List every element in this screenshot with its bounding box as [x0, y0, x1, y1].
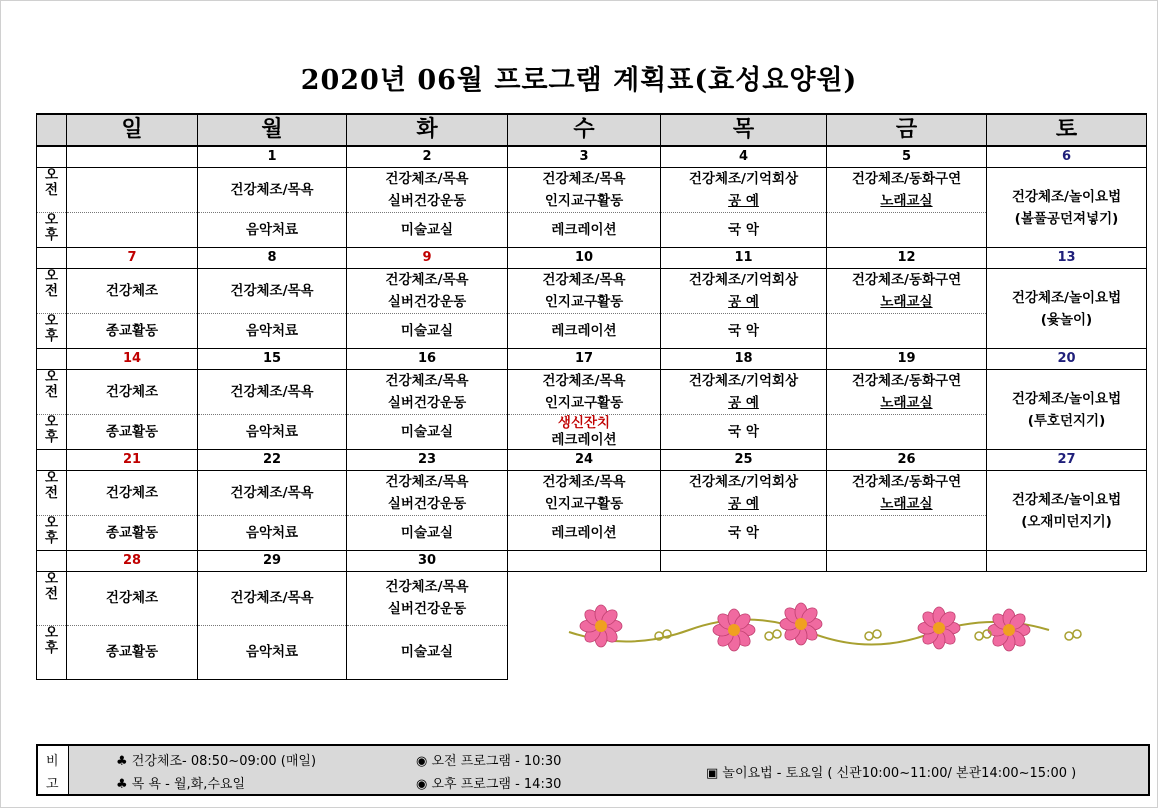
- flower-icon: [580, 605, 622, 647]
- am-program-text: 건강체조/목욕: [542, 474, 626, 490]
- am-program-text: 건강체조/목욕: [385, 474, 469, 490]
- date-spacer: [37, 450, 67, 471]
- am-label-2: 전: [44, 283, 59, 299]
- am-program-text: 인지교구활동: [544, 496, 624, 512]
- flower-decoration: [508, 572, 1147, 680]
- am-program-text: 실버건강운동: [387, 294, 467, 310]
- date-cell: 21: [67, 450, 198, 471]
- pm-program-text: 미술교실: [400, 424, 454, 440]
- pm-program-text: 미술교실: [400, 222, 454, 238]
- date-cell: [508, 551, 661, 572]
- pm-program-text: 미술교실: [400, 525, 454, 541]
- pm-program-text: 레크레이션: [551, 323, 617, 339]
- leaf-icon: [1065, 630, 1081, 640]
- remarks-exercise-time: ♣ 건강체조- 08:50~09:00 (매일): [116, 754, 317, 769]
- date-spacer: [37, 248, 67, 269]
- am-program-text: 건강체조/기억회상: [688, 171, 799, 187]
- pm-program-text: 종교활동: [105, 323, 159, 339]
- saturday-program-text: 건강체조/놀이요법: [1011, 390, 1122, 407]
- saturday-program-cell: [987, 370, 1147, 450]
- am-program-text: 건강체조: [105, 283, 159, 299]
- am-program-text: 건강체조/목욕: [385, 373, 469, 389]
- am-program-cell: [827, 269, 987, 314]
- remarks-bath-days: ♣ 목 욕 - 월,화,수요일: [116, 777, 246, 792]
- pm-program-text: 레크레이션: [551, 525, 617, 541]
- am-label-1: 오: [44, 369, 59, 385]
- remarks-pm-time: ◉ 오후 프로그램 - 14:30: [416, 777, 562, 792]
- am-label-2: 전: [44, 182, 59, 198]
- am-program-text: 건강체조/목욕: [542, 373, 626, 389]
- date-cell: 5: [827, 146, 987, 168]
- date-cell: 28: [67, 551, 198, 572]
- am-label: [37, 572, 67, 626]
- am-program-text: 건강체조: [105, 590, 159, 607]
- am-program-cell: [508, 471, 661, 516]
- leaf-icon: [865, 630, 881, 640]
- flower-icon: [780, 603, 822, 645]
- pm-program-text: 미술교실: [400, 644, 454, 661]
- am-program-cell: [661, 471, 827, 516]
- am-program-cell: [198, 471, 347, 516]
- am-program-cell: [661, 269, 827, 314]
- date-cell: 30: [347, 551, 508, 572]
- pm-program-cell: [347, 213, 508, 248]
- pm-label-2: 후: [44, 227, 59, 243]
- pm-program-cell: [67, 625, 198, 679]
- am-program-cell: [827, 168, 987, 213]
- am-label-2: 전: [44, 485, 59, 501]
- day-header: 목: [661, 114, 827, 146]
- am-program-cell: [827, 471, 987, 516]
- saturday-program-cell: [987, 168, 1147, 248]
- pm-label-1: 오: [44, 515, 59, 531]
- am-program-text: 건강체조/기억회상: [688, 474, 799, 490]
- am-program-text: 실버건강운동: [387, 601, 467, 618]
- am-program-text: 노래교실: [880, 294, 933, 310]
- am-program-cell: [67, 471, 198, 516]
- saturday-program-text: 건강체조/놀이요법: [1011, 188, 1122, 205]
- pm-program-cell: [67, 516, 198, 551]
- pm-label-1: 오: [44, 212, 59, 228]
- am-program-text: 건강체조/목욕: [542, 272, 626, 288]
- pm-program-cell: [198, 415, 347, 450]
- am-program-text: 공 예: [728, 496, 759, 512]
- day-header: 금: [827, 114, 987, 146]
- pm-program-text: 종교활동: [105, 424, 159, 440]
- am-program-cell: [198, 370, 347, 415]
- am-program-text: 건강체조/동화구연: [851, 272, 962, 288]
- day-header: 일: [67, 114, 198, 146]
- date-cell: 13: [987, 248, 1147, 269]
- am-program-cell: [347, 471, 508, 516]
- flower-icon: [713, 609, 755, 651]
- program-calendar: [36, 113, 1147, 680]
- date-cell: 9: [347, 248, 508, 269]
- date-cell: 25: [661, 450, 827, 471]
- pm-program-text: 음악처료: [245, 323, 299, 339]
- am-program-text: 노래교실: [880, 496, 933, 512]
- pm-program-text: 국 악: [728, 323, 759, 339]
- day-header: 화: [347, 114, 508, 146]
- pm-program-cell: [508, 516, 661, 551]
- saturday-program-cell: [987, 471, 1147, 551]
- saturday-program-text: 건강체조/놀이요법: [1011, 289, 1122, 306]
- am-program-text: 실버건강운동: [387, 193, 467, 209]
- am-label-1: 오: [44, 470, 59, 486]
- date-cell: 11: [661, 248, 827, 269]
- date-cell: [827, 551, 987, 572]
- date-cell: 8: [198, 248, 347, 269]
- pm-program-text: 종교활동: [105, 644, 159, 661]
- pm-label-1: 오: [44, 625, 59, 641]
- am-program-text: 인지교구활동: [544, 294, 624, 310]
- pm-program-text: 국 악: [728, 525, 759, 541]
- pm-program-cell: [827, 314, 987, 349]
- flower-icon: [988, 609, 1030, 651]
- date-cell: 2: [347, 146, 508, 168]
- date-cell: 6: [987, 146, 1147, 168]
- date-cell: 27: [987, 450, 1147, 471]
- date-cell: 12: [827, 248, 987, 269]
- pm-program-cell: [347, 314, 508, 349]
- date-cell: 19: [827, 349, 987, 370]
- pm-program-cell: [198, 625, 347, 679]
- am-program-text: 공 예: [728, 294, 759, 310]
- am-program-text: 건강체조/목욕: [385, 171, 469, 187]
- pm-program-cell: [508, 415, 661, 450]
- remarks-label-2: 고: [46, 777, 59, 792]
- am-program-text: 건강체조/목욕: [230, 485, 314, 501]
- date-cell: 15: [198, 349, 347, 370]
- pm-program-cell: [198, 213, 347, 248]
- pm-label-2: 후: [44, 639, 59, 656]
- date-cell: 1: [198, 146, 347, 168]
- pm-program-text: 국 악: [728, 424, 759, 440]
- am-program-cell: [347, 370, 508, 415]
- date-cell: 24: [508, 450, 661, 471]
- pm-program-cell: [661, 314, 827, 349]
- pm-program-cell: [827, 415, 987, 450]
- date-spacer: [37, 349, 67, 370]
- saturday-program-text: (윷놀이): [1040, 311, 1093, 328]
- pm-program-cell: [347, 625, 508, 679]
- am-program-text: 공 예: [728, 395, 759, 411]
- pm-label-1: 오: [44, 313, 59, 329]
- pm-program-cell: [661, 213, 827, 248]
- pm-program-text: 미술교실: [400, 323, 454, 339]
- leaf-icon: [765, 630, 781, 640]
- pm-program-text: 음악처료: [245, 525, 299, 541]
- pm-program-text: 레크레이션: [551, 432, 617, 448]
- am-program-cell: [198, 269, 347, 314]
- saturday-program-text: 건강체조/놀이요법: [1011, 491, 1122, 508]
- pm-program-cell: [827, 516, 987, 551]
- flower-icon: [918, 607, 960, 649]
- am-program-cell: [827, 370, 987, 415]
- pm-program-cell: [67, 415, 198, 450]
- pm-program-cell: [661, 516, 827, 551]
- day-header: 수: [508, 114, 661, 146]
- pm-program-text: 종교활동: [105, 525, 159, 541]
- am-program-text: 건강체조/목욕: [385, 272, 469, 288]
- date-cell: 22: [198, 450, 347, 471]
- am-program-text: 건강체조/기억회상: [688, 272, 799, 288]
- saturday-program-text: (오재미던지기): [1021, 513, 1112, 530]
- day-header: 토: [987, 114, 1147, 146]
- pm-program-text: 국 악: [728, 222, 759, 238]
- am-label-2: 전: [44, 586, 59, 602]
- date-cell: [661, 551, 827, 572]
- am-program-cell: [67, 370, 198, 415]
- date-cell: 14: [67, 349, 198, 370]
- pm-program-text: 음악처료: [245, 424, 299, 440]
- am-program-text: 노래교실: [880, 395, 933, 411]
- am-program-cell: [347, 572, 508, 626]
- date-spacer: [37, 146, 67, 168]
- am-program-text: 인지교구활동: [544, 395, 624, 411]
- pm-program-cell: [198, 314, 347, 349]
- am-program-cell: [67, 269, 198, 314]
- am-program-cell: [67, 168, 198, 213]
- corner-cell: [37, 114, 67, 146]
- pm-label: [37, 415, 67, 450]
- am-program-text: 건강체조/목욕: [230, 182, 314, 198]
- am-program-text: 건강체조/목욕: [385, 579, 469, 596]
- pm-program-cell: [827, 213, 987, 248]
- am-program-cell: [198, 168, 347, 213]
- date-cell: 20: [987, 349, 1147, 370]
- pm-label-2: 후: [44, 429, 59, 445]
- date-cell: 4: [661, 146, 827, 168]
- remarks-play-therapy: ▣ 놀이요법 - 토요일 ( 신관10:00~11:00/ 본관14:00~15:00 ): [706, 766, 1077, 781]
- am-program-text: 공 예: [728, 193, 759, 209]
- pm-label-1: 오: [44, 414, 59, 430]
- am-program-text: 건강체조: [105, 384, 159, 400]
- pm-program-cell: [347, 516, 508, 551]
- remarks-label-cell: [38, 746, 69, 794]
- date-spacer: [37, 551, 67, 572]
- remarks-box: [36, 744, 1150, 796]
- pm-label-2: 후: [44, 328, 59, 344]
- am-program-text: 건강체조/목욕: [230, 590, 314, 607]
- pm-label-2: 후: [44, 530, 59, 546]
- date-cell: 23: [347, 450, 508, 471]
- am-label: [37, 370, 67, 415]
- am-program-cell: [508, 370, 661, 415]
- am-program-text: 실버건강운동: [387, 496, 467, 512]
- date-cell: 3: [508, 146, 661, 168]
- am-program-cell: [347, 269, 508, 314]
- pm-program-cell: [508, 213, 661, 248]
- am-label-2: 전: [44, 384, 59, 400]
- am-program-text: 실버건강운동: [387, 395, 467, 411]
- pm-program-cell: [198, 516, 347, 551]
- am-program-cell: [347, 168, 508, 213]
- date-cell: [987, 551, 1147, 572]
- am-program-text: 건강체조/동화구연: [851, 474, 962, 490]
- pm-program-text: 레크레이션: [551, 222, 617, 238]
- am-program-cell: [198, 572, 347, 626]
- am-program-text: 건강체조/목욕: [542, 171, 626, 187]
- am-program-cell: [661, 370, 827, 415]
- am-program-text: 건강체조/동화구연: [851, 171, 962, 187]
- am-program-cell: [67, 572, 198, 626]
- am-program-text: 건강체조/목욕: [230, 283, 314, 299]
- date-cell: 7: [67, 248, 198, 269]
- am-label: [37, 471, 67, 516]
- date-cell: [67, 146, 198, 168]
- pm-program-cell: [67, 213, 198, 248]
- pm-program-cell: [508, 314, 661, 349]
- remarks-label-1: 비: [46, 754, 59, 769]
- pm-label: [37, 314, 67, 349]
- date-cell: 16: [347, 349, 508, 370]
- date-cell: 17: [508, 349, 661, 370]
- am-program-text: 건강체조/기억회상: [688, 373, 799, 389]
- pm-label: [37, 516, 67, 551]
- saturday-program-cell: [987, 269, 1147, 349]
- flowers-image: [509, 572, 1145, 672]
- pm-program-cell: [67, 314, 198, 349]
- date-cell: 18: [661, 349, 827, 370]
- am-program-text: 노래교실: [880, 193, 933, 209]
- pm-label: [37, 213, 67, 248]
- date-cell: 29: [198, 551, 347, 572]
- saturday-program-text: (볼풀공던져넣기): [1014, 210, 1119, 227]
- am-label-1: 오: [44, 268, 59, 284]
- day-header: 월: [198, 114, 347, 146]
- am-program-text: 건강체조/동화구연: [851, 373, 962, 389]
- am-program-cell: [508, 269, 661, 314]
- birthday-party-text: 생신잔치: [557, 415, 611, 431]
- am-label-1: 오: [44, 571, 59, 587]
- pm-program-text: 음악처료: [245, 222, 299, 238]
- remarks-am-time: ◉ 오전 프로그램 - 10:30: [416, 754, 562, 769]
- date-cell: 26: [827, 450, 987, 471]
- am-program-text: 건강체조/목욕: [230, 384, 314, 400]
- am-program-text: 인지교구활동: [544, 193, 624, 209]
- am-program-cell: [508, 168, 661, 213]
- pm-program-cell: [347, 415, 508, 450]
- pm-program-text: 음악처료: [245, 644, 299, 661]
- am-label: [37, 168, 67, 213]
- page-title: 2020년 06월 프로그램 계획표(효성요양원): [300, 65, 858, 96]
- saturday-program-text: (투호던지기): [1027, 412, 1106, 429]
- am-label: [37, 269, 67, 314]
- am-program-cell: [661, 168, 827, 213]
- date-cell: 10: [508, 248, 661, 269]
- am-label-1: 오: [44, 167, 59, 183]
- pm-program-cell: [661, 415, 827, 450]
- am-program-text: 건강체조: [105, 485, 159, 501]
- pm-label: [37, 625, 67, 679]
